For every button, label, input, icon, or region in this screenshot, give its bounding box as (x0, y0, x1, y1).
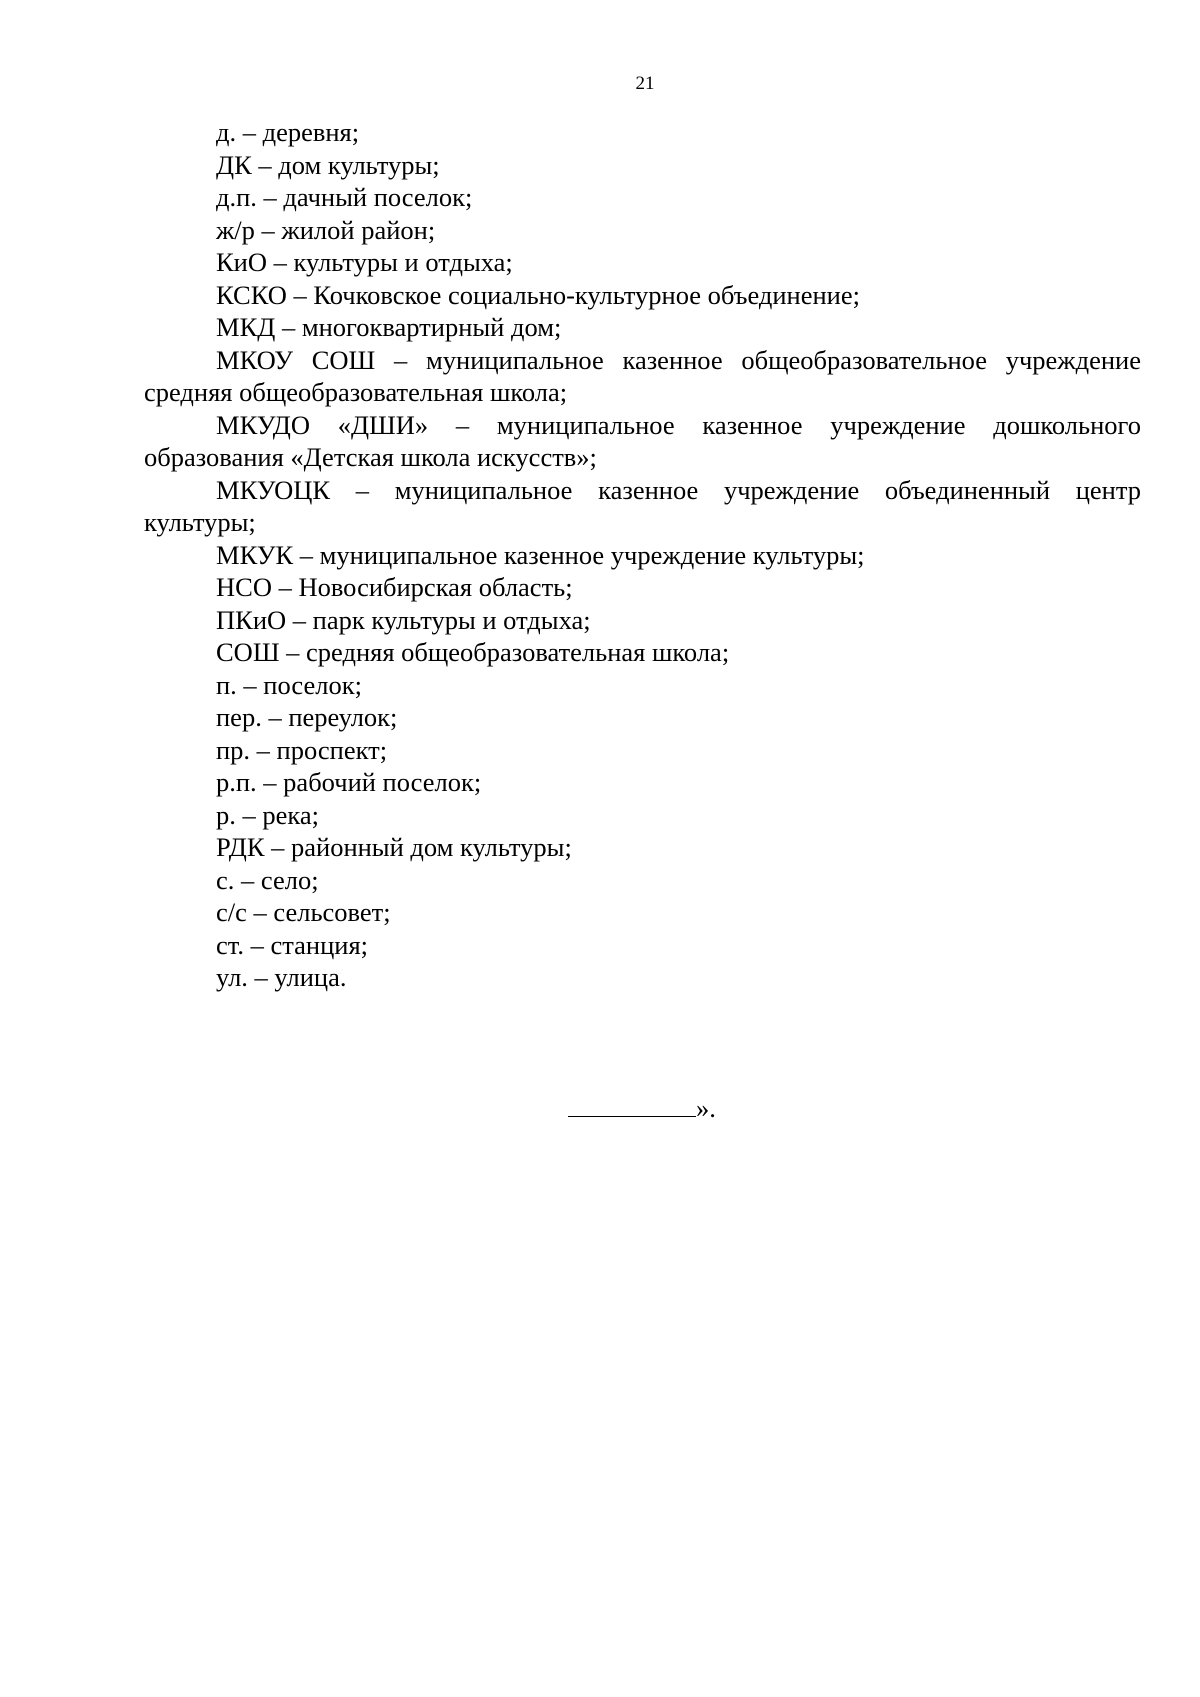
closing-mark (568, 1092, 716, 1124)
abbreviation-entry: СОШ – средняя общеобразовательная школа; (216, 637, 730, 667)
abbreviation-entry: КиО – культуры и отдыха; (216, 247, 513, 277)
abbreviation-entry: п. – поселок; (216, 669, 362, 700)
abbreviation-entry: КСКО – Кочковское социально-культурное объединение; (216, 279, 860, 310)
abbreviation-entry: р.п. – рабочий поселок; (216, 767, 482, 797)
abbreviation-entry: д.п. – дачный поселок; (216, 182, 473, 212)
abbreviation-entry: РДК – районный дом культуры; (216, 832, 572, 862)
abbreviation-entry: с/с – сельсовет; (216, 897, 391, 927)
abbreviation-entry: МКУОЦК – муниципальное казенное учреждение объединенный центр культуры; (144, 474, 1141, 537)
abbreviation-entry: ДК – дом культуры; (216, 149, 440, 180)
abbreviation-entry: ул. – улица. (216, 962, 347, 992)
abbreviation-entry: МКУК – муниципальное казенное учреждение культуры; (216, 539, 865, 570)
abbreviation-entry: МКД – многоквартирный дом; (216, 312, 562, 342)
abbreviation-entry: НСО – Новосибирская область; (216, 572, 573, 602)
abbreviation-entry: р. – река; (216, 799, 319, 830)
abbreviation-entry: пр. – проспект; (216, 734, 388, 765)
abbreviation-entry: ст. – станция; (216, 929, 368, 960)
closing-underline (568, 1094, 696, 1117)
abbreviation-entry: д. – деревня; (216, 117, 360, 147)
abbreviation-entry: МКУДО «ДШИ» – муниципальное казенное учреждение дошкольного образования «Детская школа искусств»; (144, 409, 1141, 472)
abbreviation-entry: ПКиО – парк культуры и отдыха; (216, 604, 591, 635)
abbreviation-entry: пер. – переулок; (216, 702, 398, 732)
closing-quote: ». (696, 1093, 716, 1123)
abbreviation-entry: МКОУ СОШ – муниципальное казенное общеобразовательное учреждение средняя общеобразовательная школа; (144, 344, 1141, 407)
abbreviation-entry: с. – село; (216, 864, 319, 895)
abbreviation-entry: ж/р – жилой район; (216, 214, 436, 245)
abbreviation-list (144, 116, 1141, 994)
page-number: 21 (635, 73, 655, 94)
